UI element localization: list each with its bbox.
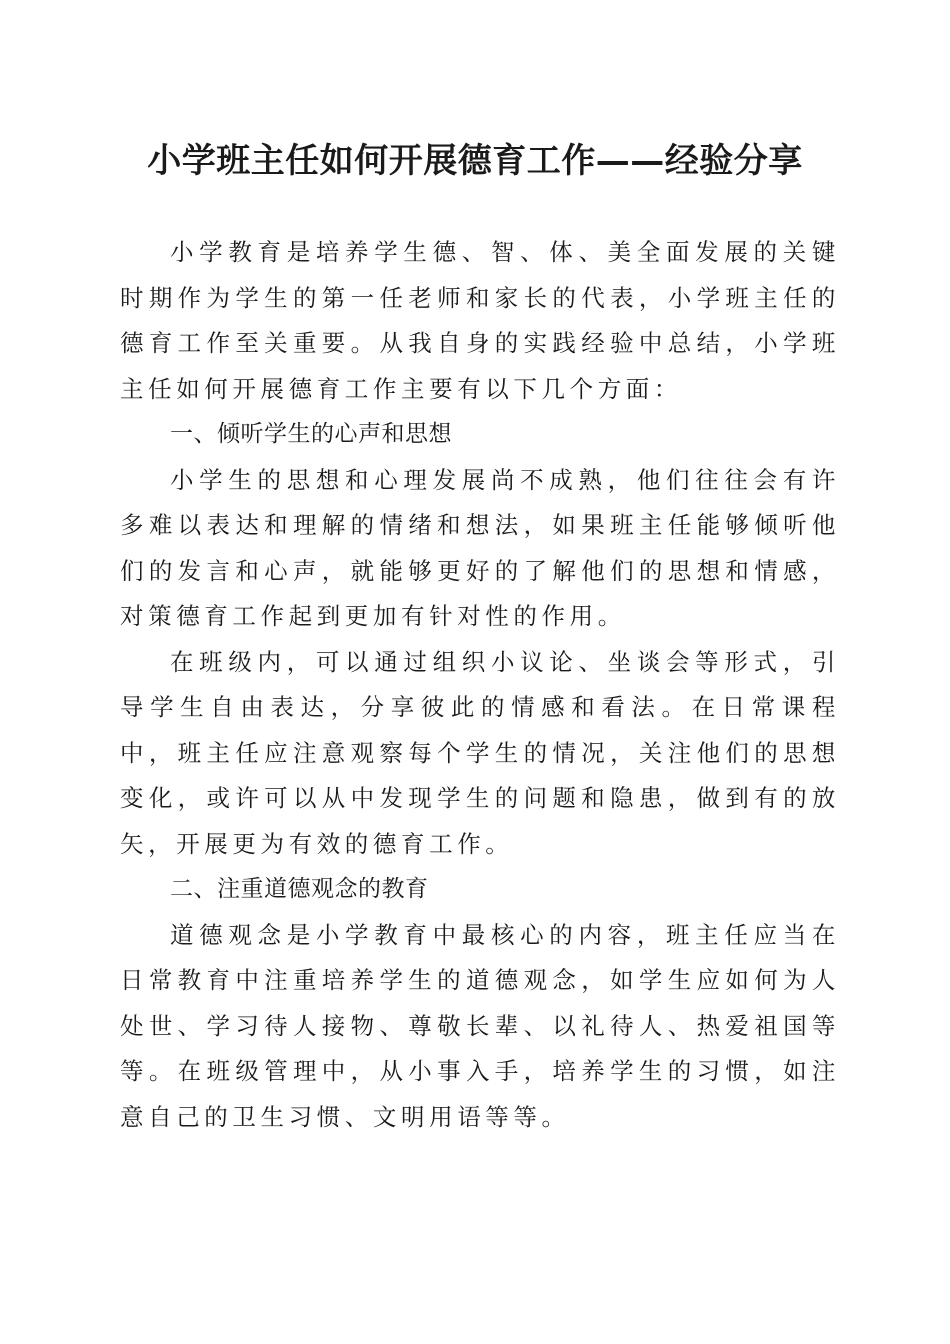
document-title: 小学班主任如何开展德育工作——经验分享: [147, 141, 803, 181]
section-1-paragraph-1: 小学生的思想和心理发展尚不成熟，他们往往会有许多难以表达和理解的情绪和想法，如果班主任能够倾听他们的发言和心声，就能够更好的了解他们的思想和情感，对策德育工作起到更加有针对性的作用。: [120, 465, 840, 630]
section-heading-2: 二、注重道德观念的教育: [170, 876, 429, 902]
section-1-paragraph-2: 在班级内，可以通过组织小议论、坐谈会等形式，引导学生自由表达，分享彼此的情感和看法。在日常课程中，班主任应注意观察每个学生的情况，关注他们的思想变化，或许可以从中发现学生的问题和隐患，做到有的放矢，开展更为有效的德育工作。: [120, 647, 840, 858]
section-2-paragraph-1: 道德观念是小学教育中最核心的内容，班主任应当在日常教育中注重培养学生的道德观念，如学生应如何为人处世、学习待人接物、尊敬长辈、以礼待人、热爱祖国等等。在班级管理中，从小事入手，培养学生的习惯，如注意自己的卫生习惯、文明用语等等。: [120, 920, 840, 1131]
section-heading-1: 一、倾听学生的心声和思想: [170, 421, 452, 447]
intro-paragraph: 小学教育是培养学生德、智、体、美全面发展的关键时期作为学生的第一任老师和家长的代表，小学班主任的德育工作至关重要。从我自身的实践经验中总结，小学班主任如何开展德育工作主要有以下几个方面：: [120, 238, 840, 403]
document-body: [120, 230, 840, 1140]
